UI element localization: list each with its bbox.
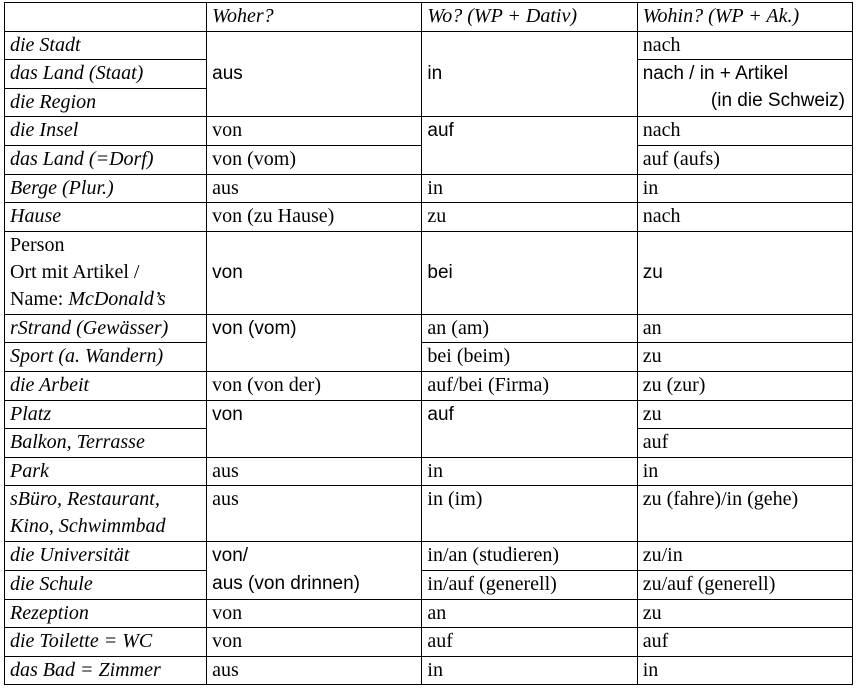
cell-woher: von (von der) xyxy=(207,371,422,400)
table-row xyxy=(5,570,853,599)
table-row xyxy=(5,314,853,343)
cell-wohin: in xyxy=(637,174,852,203)
cell-wohin: an xyxy=(637,314,852,343)
table-row xyxy=(5,457,853,486)
cell-woher: von xyxy=(207,400,422,457)
table-row xyxy=(5,174,853,203)
cell-wohin: in xyxy=(637,457,852,486)
cell-wo: in/an (studieren) xyxy=(422,542,637,571)
cell-woher: von xyxy=(207,231,422,314)
cell-wohin xyxy=(637,60,852,117)
cell-wohin: zu xyxy=(637,343,852,372)
cell-wo: bei xyxy=(422,231,637,314)
header-woher: Woher? xyxy=(207,3,422,32)
cell-wo: in xyxy=(422,31,637,117)
label-line-3 xyxy=(10,286,201,313)
table-row xyxy=(5,656,853,685)
row-label: die Universität xyxy=(5,542,207,571)
preposition-table xyxy=(4,2,853,685)
cell-wohin: auf (aufs) xyxy=(637,145,852,174)
cell-wohin: nach xyxy=(637,31,852,60)
row-label: die Region xyxy=(5,88,207,117)
cell-wo: in xyxy=(422,457,637,486)
cell-wo: bei (beim) xyxy=(422,343,637,372)
label-line-1: Person xyxy=(10,233,65,256)
cell-woher: von (zu Hause) xyxy=(207,203,422,232)
table-row xyxy=(5,542,853,571)
cell-woher: von (vom) xyxy=(207,145,422,174)
row-label: Sport (a. Wandern) xyxy=(5,343,207,372)
table-row xyxy=(5,203,853,232)
row-label: Berge (Plur.) xyxy=(5,174,207,203)
cell-woher: aus xyxy=(207,656,422,685)
cell-woher: von (vom) xyxy=(207,314,422,371)
cell-wohin: zu xyxy=(637,231,852,314)
wohin-line-2: (in die Schweiz) xyxy=(710,90,845,112)
cell-wohin: zu (zur) xyxy=(637,371,852,400)
table-row xyxy=(5,231,853,314)
cell-wohin: zu xyxy=(637,400,852,429)
cell-wo: zu xyxy=(422,203,637,232)
row-label: das Bad = Zimmer xyxy=(5,656,207,685)
header-row xyxy=(5,3,853,32)
header-wohin: Wohin? (WP + Ak.) xyxy=(637,3,852,32)
table-row xyxy=(5,400,853,429)
header-corner xyxy=(5,3,207,32)
row-label: die Insel xyxy=(5,117,207,146)
row-label: Hause xyxy=(5,203,207,232)
cell-wo: an xyxy=(422,599,637,628)
cell-wohin: auf xyxy=(637,429,852,458)
cell-woher: von xyxy=(207,117,422,146)
cell-woher: aus xyxy=(207,457,422,486)
table-row xyxy=(5,117,853,146)
cell-wo: an (am) xyxy=(422,314,637,343)
table-row xyxy=(5,371,853,400)
cell-wo: auf/bei (Firma) xyxy=(422,371,637,400)
row-label: die Toilette = WC xyxy=(5,628,207,657)
cell-wohin: auf xyxy=(637,628,852,657)
cell-wohin: zu/in xyxy=(637,542,852,571)
row-label: Park xyxy=(5,457,207,486)
row-label: rStrand (Gewässer) xyxy=(5,314,207,343)
cell-woher: von xyxy=(207,628,422,657)
wohin-line-1: nach / in + Artikel xyxy=(642,63,788,85)
row-label: Balkon, Terrasse xyxy=(5,429,207,458)
cell-wo: in xyxy=(422,174,637,203)
cell-woher: aus xyxy=(207,31,422,117)
label-line-3b: McDonald’s xyxy=(68,287,166,310)
cell-wo: auf xyxy=(422,628,637,657)
row-label: Rezeption xyxy=(5,599,207,628)
table-row xyxy=(5,486,853,542)
cell-woher: aus (von drinnen) xyxy=(207,570,422,599)
row-label: die Arbeit xyxy=(5,371,207,400)
cell-woher: aus xyxy=(207,486,422,542)
row-label: die Stadt xyxy=(5,31,207,60)
cell-wo: in (im) xyxy=(422,486,637,542)
table-row xyxy=(5,628,853,657)
label-line-1: sBüro, Restaurant, xyxy=(10,488,160,511)
row-label: das Land (=Dorf) xyxy=(5,145,207,174)
cell-wo: auf xyxy=(422,400,637,457)
cell-wohin: zu/auf (generell) xyxy=(637,570,852,599)
cell-wohin: zu (fahre)/in (gehe) xyxy=(637,486,852,542)
row-label xyxy=(5,231,207,314)
cell-wo: in xyxy=(422,656,637,685)
cell-wohin: in xyxy=(637,656,852,685)
cell-wo: auf xyxy=(422,117,637,174)
row-label: Platz xyxy=(5,400,207,429)
label-line-3a: Name: xyxy=(10,287,69,310)
cell-wohin: nach xyxy=(637,117,852,146)
row-label: das Land (Staat) xyxy=(5,60,207,89)
cell-wohin: zu xyxy=(637,599,852,628)
row-label: die Schule xyxy=(5,570,207,599)
table-row xyxy=(5,599,853,628)
row-label xyxy=(5,486,207,542)
cell-wo: in/auf (generell) xyxy=(422,570,637,599)
label-line-2: Kino, Schwimmbad xyxy=(10,515,166,538)
table-row xyxy=(5,31,853,60)
table-row xyxy=(5,343,853,372)
label-line-2: Ort mit Artikel / xyxy=(10,260,140,283)
cell-wohin: nach xyxy=(637,203,852,232)
cell-woher: von xyxy=(207,599,422,628)
cell-woher: aus xyxy=(207,174,422,203)
header-wo: Wo? (WP + Dativ) xyxy=(422,3,637,32)
cell-woher: von/ xyxy=(207,542,422,571)
